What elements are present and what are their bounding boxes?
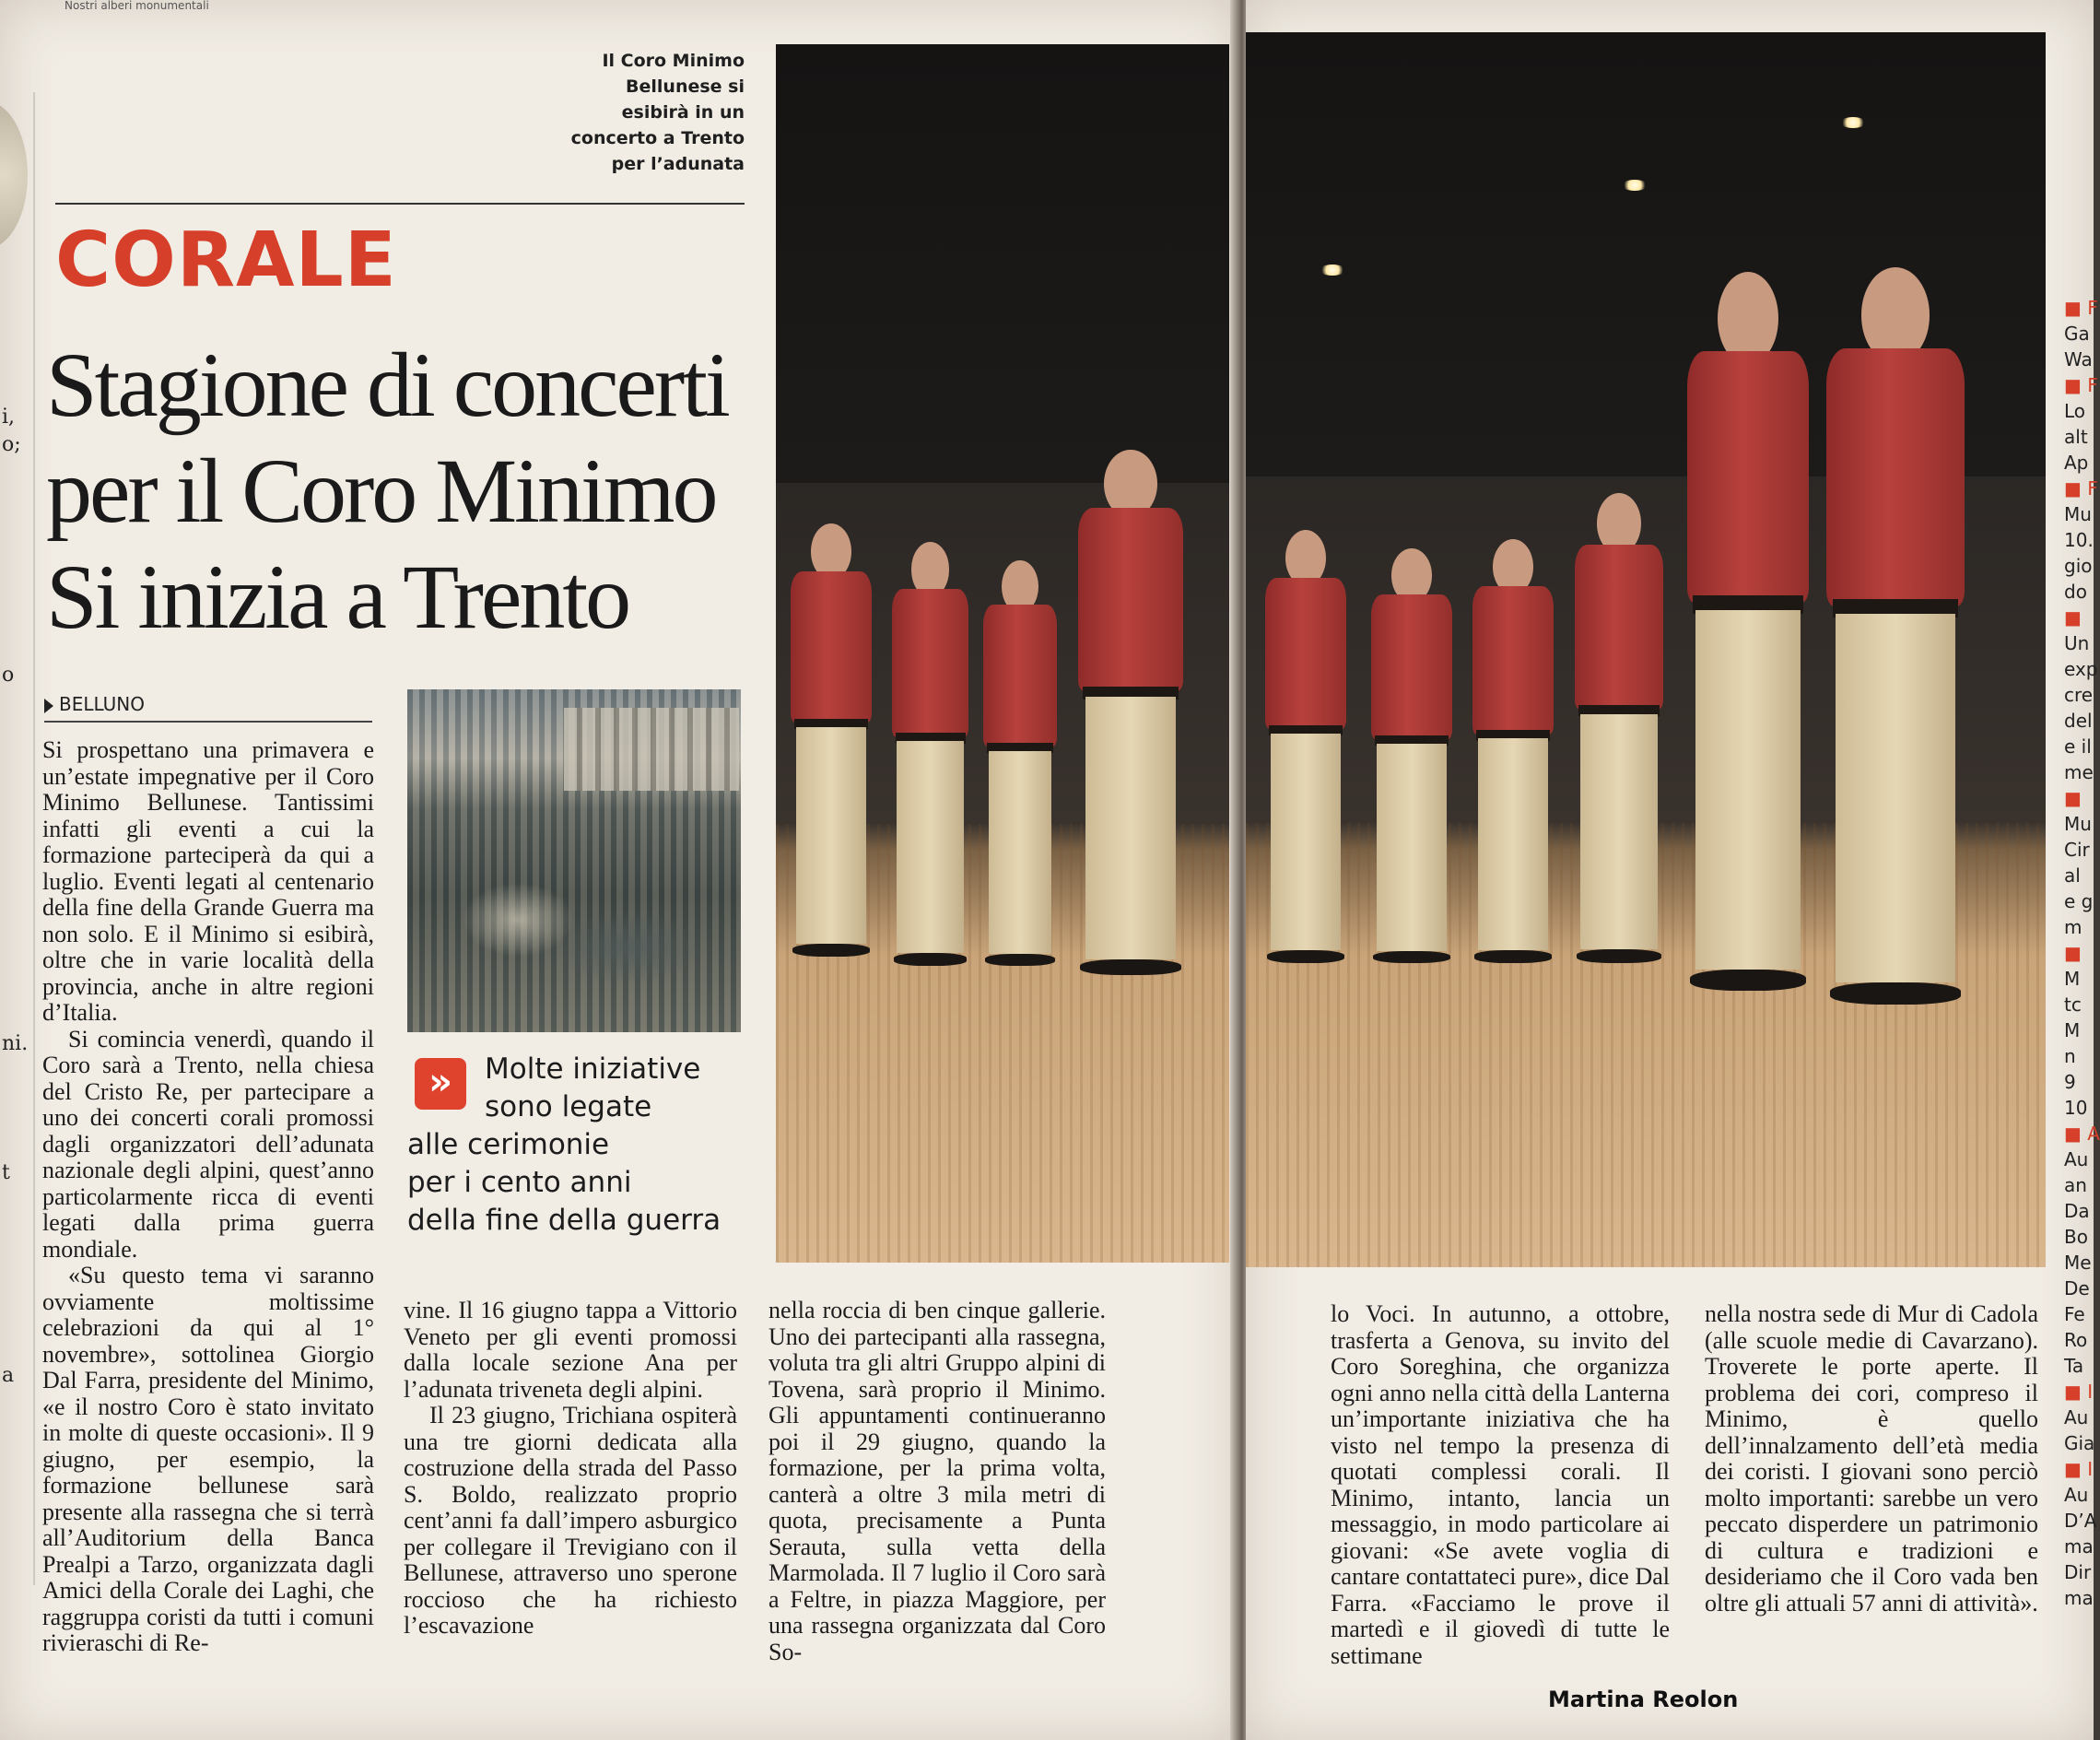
double-chevron-icon: » [415, 1058, 466, 1110]
photo-caption [544, 48, 745, 177]
edge-fragment: 10 [2064, 1097, 2088, 1119]
edge-fragment: Ro [2064, 1329, 2088, 1351]
edge-fragment: Da [2064, 1200, 2090, 1222]
edge-fragment: m [2064, 916, 2082, 938]
edge-fragment: i, [2, 406, 16, 429]
headline-line: Stagione di concerti [46, 334, 728, 436]
singer [1568, 493, 1670, 963]
right-edge-column [2064, 295, 2100, 1733]
edge-fragment: ■ [2064, 606, 2082, 629]
caption-line: concerto a Trento [570, 128, 745, 148]
edge-fragment: o; [2, 433, 21, 456]
article-column-1 [42, 737, 374, 1657]
edge-fragment: Mu [2064, 503, 2092, 525]
edge-fragment: Ga [2064, 323, 2090, 345]
edge-fragment: Au [2064, 1484, 2089, 1506]
article-column-3 [768, 1298, 1106, 1665]
choir-photo-right [1246, 32, 2046, 1267]
edge-fragment: ■ F [2064, 374, 2098, 396]
caption-line: Il Coro Minimo [602, 51, 745, 71]
edge-fragment: Au [2064, 1148, 2089, 1170]
edge-fragment: ni. [2, 1032, 29, 1055]
singer [1366, 548, 1458, 963]
edge-fragment: an [2064, 1174, 2087, 1196]
stage-light [1840, 117, 1866, 128]
caption-line: Bellunese si [626, 76, 745, 97]
edge-fragment: t [2, 1161, 10, 1184]
paragraph: nella roccia di ben cinque gallerie. Uno dei partecipanti alla rassegna, voluta tra gli altri Gruppo alpini di Tovena, sarà proprio il Minimo. Gli appuntamenti continueranno poi il 29 giugno, quando la formazione, per la prima volta, canterà a oltre 3 mila metri di quota, precisamente a Punta Serauta, sulla vetta della Marmolada. Il 7 luglio il Coro sarà a Feltre, in piazza Maggiore, per una rassegna organizzata dal Coro So- [768, 1297, 1106, 1665]
stage-light [1622, 180, 1648, 191]
dateline-text: BELLUNO [59, 693, 145, 715]
caption-line: esibirà in un [621, 102, 745, 123]
left-edge-column [0, 92, 35, 1585]
article-column-4 [1331, 1301, 1670, 1669]
edge-fragment: ■ [2064, 787, 2082, 809]
top-strip-text: Nostri alberi monumentali [65, 0, 209, 12]
edge-fragment: e g [2064, 890, 2094, 912]
edge-fragment: a [2, 1364, 15, 1387]
edge-fragment: e il [2064, 735, 2092, 758]
edge-fragment: 9 [2064, 1071, 2076, 1093]
conductor [1071, 450, 1191, 975]
edge-fragment: De [2064, 1277, 2090, 1299]
paragraph: Il 23 giugno, Trichiana ospiterà una tre giorni dedicata alla costruzione della strada del Passo S. Boldo, realizzato proprio cent’anni fa dall’impero asburgico per collegare il Trevigiano con il Bellunese, attraverso uno sperone roccioso che ha richiesto l’escavazione [404, 1402, 737, 1639]
singer [1467, 539, 1559, 963]
right-page [1246, 0, 2100, 1740]
edge-fragment: Gia [2064, 1432, 2095, 1454]
edge-fragment: ■ F [2064, 297, 2098, 319]
paragraph: «Su questo tema vi saranno ovviamente moltissime celebrazioni da qui al 1° novembre», sottolinea Giorgio Dal Farra, presidente del Minimo, «e il nostro Coro è stato invitato in molte di queste occasioni». Il 9 giugno, per esempio, la formazione bellunese sarà presente alla rassegna che si terrà all’Auditorium della Banca Prealpi a Tarzo, organizzata dagli Amici della Corale dei Laghi, che raggruppa coristi da tutti i comuni rivieraschi di Re- [42, 1262, 374, 1656]
edge-fragment: Bo [2064, 1226, 2088, 1248]
building-facade [564, 708, 739, 791]
headline-line: per il Coro Minimo [46, 440, 716, 542]
edge-fragment: Ap [2064, 452, 2089, 474]
edge-fragment: exp [2064, 658, 2098, 680]
edge-fragment: ■ A [2064, 1123, 2100, 1145]
crowd-photo [407, 689, 741, 1032]
edge-fragment: n [2064, 1045, 2076, 1067]
paragraph: nella nostra sede di Mur di Cadola (alle scuole medie di Cavarzano). Troverete le porte aperte. Il problema dei cori, compreso il Minimo, è quello dell’innalzamento dell’età media dei coristi. I giovani sono perciò molto importanti: sarebbe un vero peccato disperdere un patrimonio di cultura e tradizioni e desideriamo che il Coro vada ben oltre gli attuali 57 anni di attività». [1705, 1300, 2038, 1617]
article-column-5 [1705, 1301, 2038, 1617]
edge-fragment: ma [2064, 1587, 2094, 1609]
stage-light [1320, 265, 1345, 276]
edge-fragment: do [2064, 581, 2087, 603]
edge-fragment: Au [2064, 1406, 2089, 1428]
headline-line: Si inizia a Trento [46, 546, 629, 648]
edge-fragment: alt [2064, 426, 2088, 448]
edge-fragment: ■ I [2064, 1458, 2094, 1480]
pullquote-line: sono legate [485, 1090, 652, 1123]
singer [785, 523, 877, 957]
edge-fragment: Cir [2064, 839, 2090, 861]
paragraph: Si comincia venerdì, quando il Coro sarà a Trento, nella chiesa del Cristo Re, per partecipare a uno dei concerti corali promossi dagli organizzatori dell’adunata nazionale degli alpini, quest’anno particolarmente ricca di eventi legati dalla prima guerra mondiale. [42, 1025, 374, 1263]
edge-fragment: del [2064, 710, 2093, 732]
edge-fragment: 10. [2064, 529, 2094, 551]
pull-quote [407, 1051, 739, 1240]
edge-fragment: Me [2064, 1252, 2092, 1274]
edge-fragment: Un [2064, 632, 2090, 654]
pullquote-line: per i cento anni [407, 1166, 632, 1199]
caption-line: per l’adunata [611, 154, 745, 174]
header-rule [55, 203, 745, 205]
edge-fragment: Mu [2064, 813, 2092, 835]
edge-fragment: gio [2064, 555, 2093, 577]
edge-fragment: al [2064, 864, 2081, 887]
paragraph: lo Voci. In autunno, a ottobre, trasferta a Genova, su invito del Coro Soreghina, che organizza ogni anno nella città della Lanterna un’importante iniziativa che ha visto nel tempo la presenza di quotati complessi corali. Il Minimo, intanto, lancia un messaggio, in modo particolare ai giovani: «Se avete voglia di cantare contattateci pure», dice Dal Farra. «Facciamo le prove il martedì e il giovedì di tutte le settimane [1331, 1300, 1670, 1669]
edge-fragment: Ta [2064, 1355, 2084, 1377]
singer [1260, 530, 1352, 963]
singer [1679, 272, 1817, 991]
edge-fragment: Fe [2064, 1303, 2085, 1325]
edge-fragment: D’A [2064, 1510, 2097, 1532]
pullquote-line: della fine della guerra [407, 1204, 722, 1237]
edge-fragment: cre [2064, 684, 2094, 706]
pullquote-line: Molte iniziative [485, 1052, 701, 1086]
choir-photo-left [776, 44, 1229, 1263]
edge-fragment: Lo [2064, 400, 2086, 422]
pullquote-line: alle cerimonie [407, 1128, 610, 1161]
paragraph: Si prospettano una primavera e un’estate impegnative per il Coro Minimo Bellunese. Tantissimi infatti gli eventi a cui la formazione parteciperà da qui a luglio. Eventi legati al centenario della fine della Grande Guerra ma non solo. E il Minimo si esibirà, oltre che in varie località della provincia, anche in altre regioni d’Italia. [42, 736, 374, 1026]
triangle-icon [44, 699, 53, 713]
edge-fragment: ■ [2064, 942, 2082, 964]
article-column-2 [404, 1298, 737, 1640]
author-byline: Martina Reolon [1548, 1687, 1739, 1712]
edge-fragment: Dir [2064, 1561, 2092, 1583]
section-kicker: CORALE [55, 217, 397, 304]
edge-fragment: ■ F [2064, 477, 2098, 500]
edge-fragment: ■ I [2064, 1381, 2094, 1403]
article-headline [46, 332, 765, 650]
singer [1817, 267, 1974, 1005]
edge-fragment: M [2064, 968, 2081, 990]
edge-fragment: me [2064, 761, 2094, 783]
edge-fragment: M [2064, 1019, 2081, 1041]
edge-fragment: o [2, 664, 15, 687]
singer [886, 542, 974, 966]
edge-fragment: ma [2064, 1535, 2094, 1558]
edge-fragment: Wa [2064, 348, 2093, 370]
dateline [44, 693, 372, 723]
singer [979, 560, 1062, 966]
paragraph: vine. Il 16 giugno tappa a Vittorio Veneto per gli eventi promossi dalla locale sezione Ana per l’adunata triveneta degli alpini. [404, 1297, 737, 1403]
edge-fragment: tc [2064, 993, 2082, 1016]
